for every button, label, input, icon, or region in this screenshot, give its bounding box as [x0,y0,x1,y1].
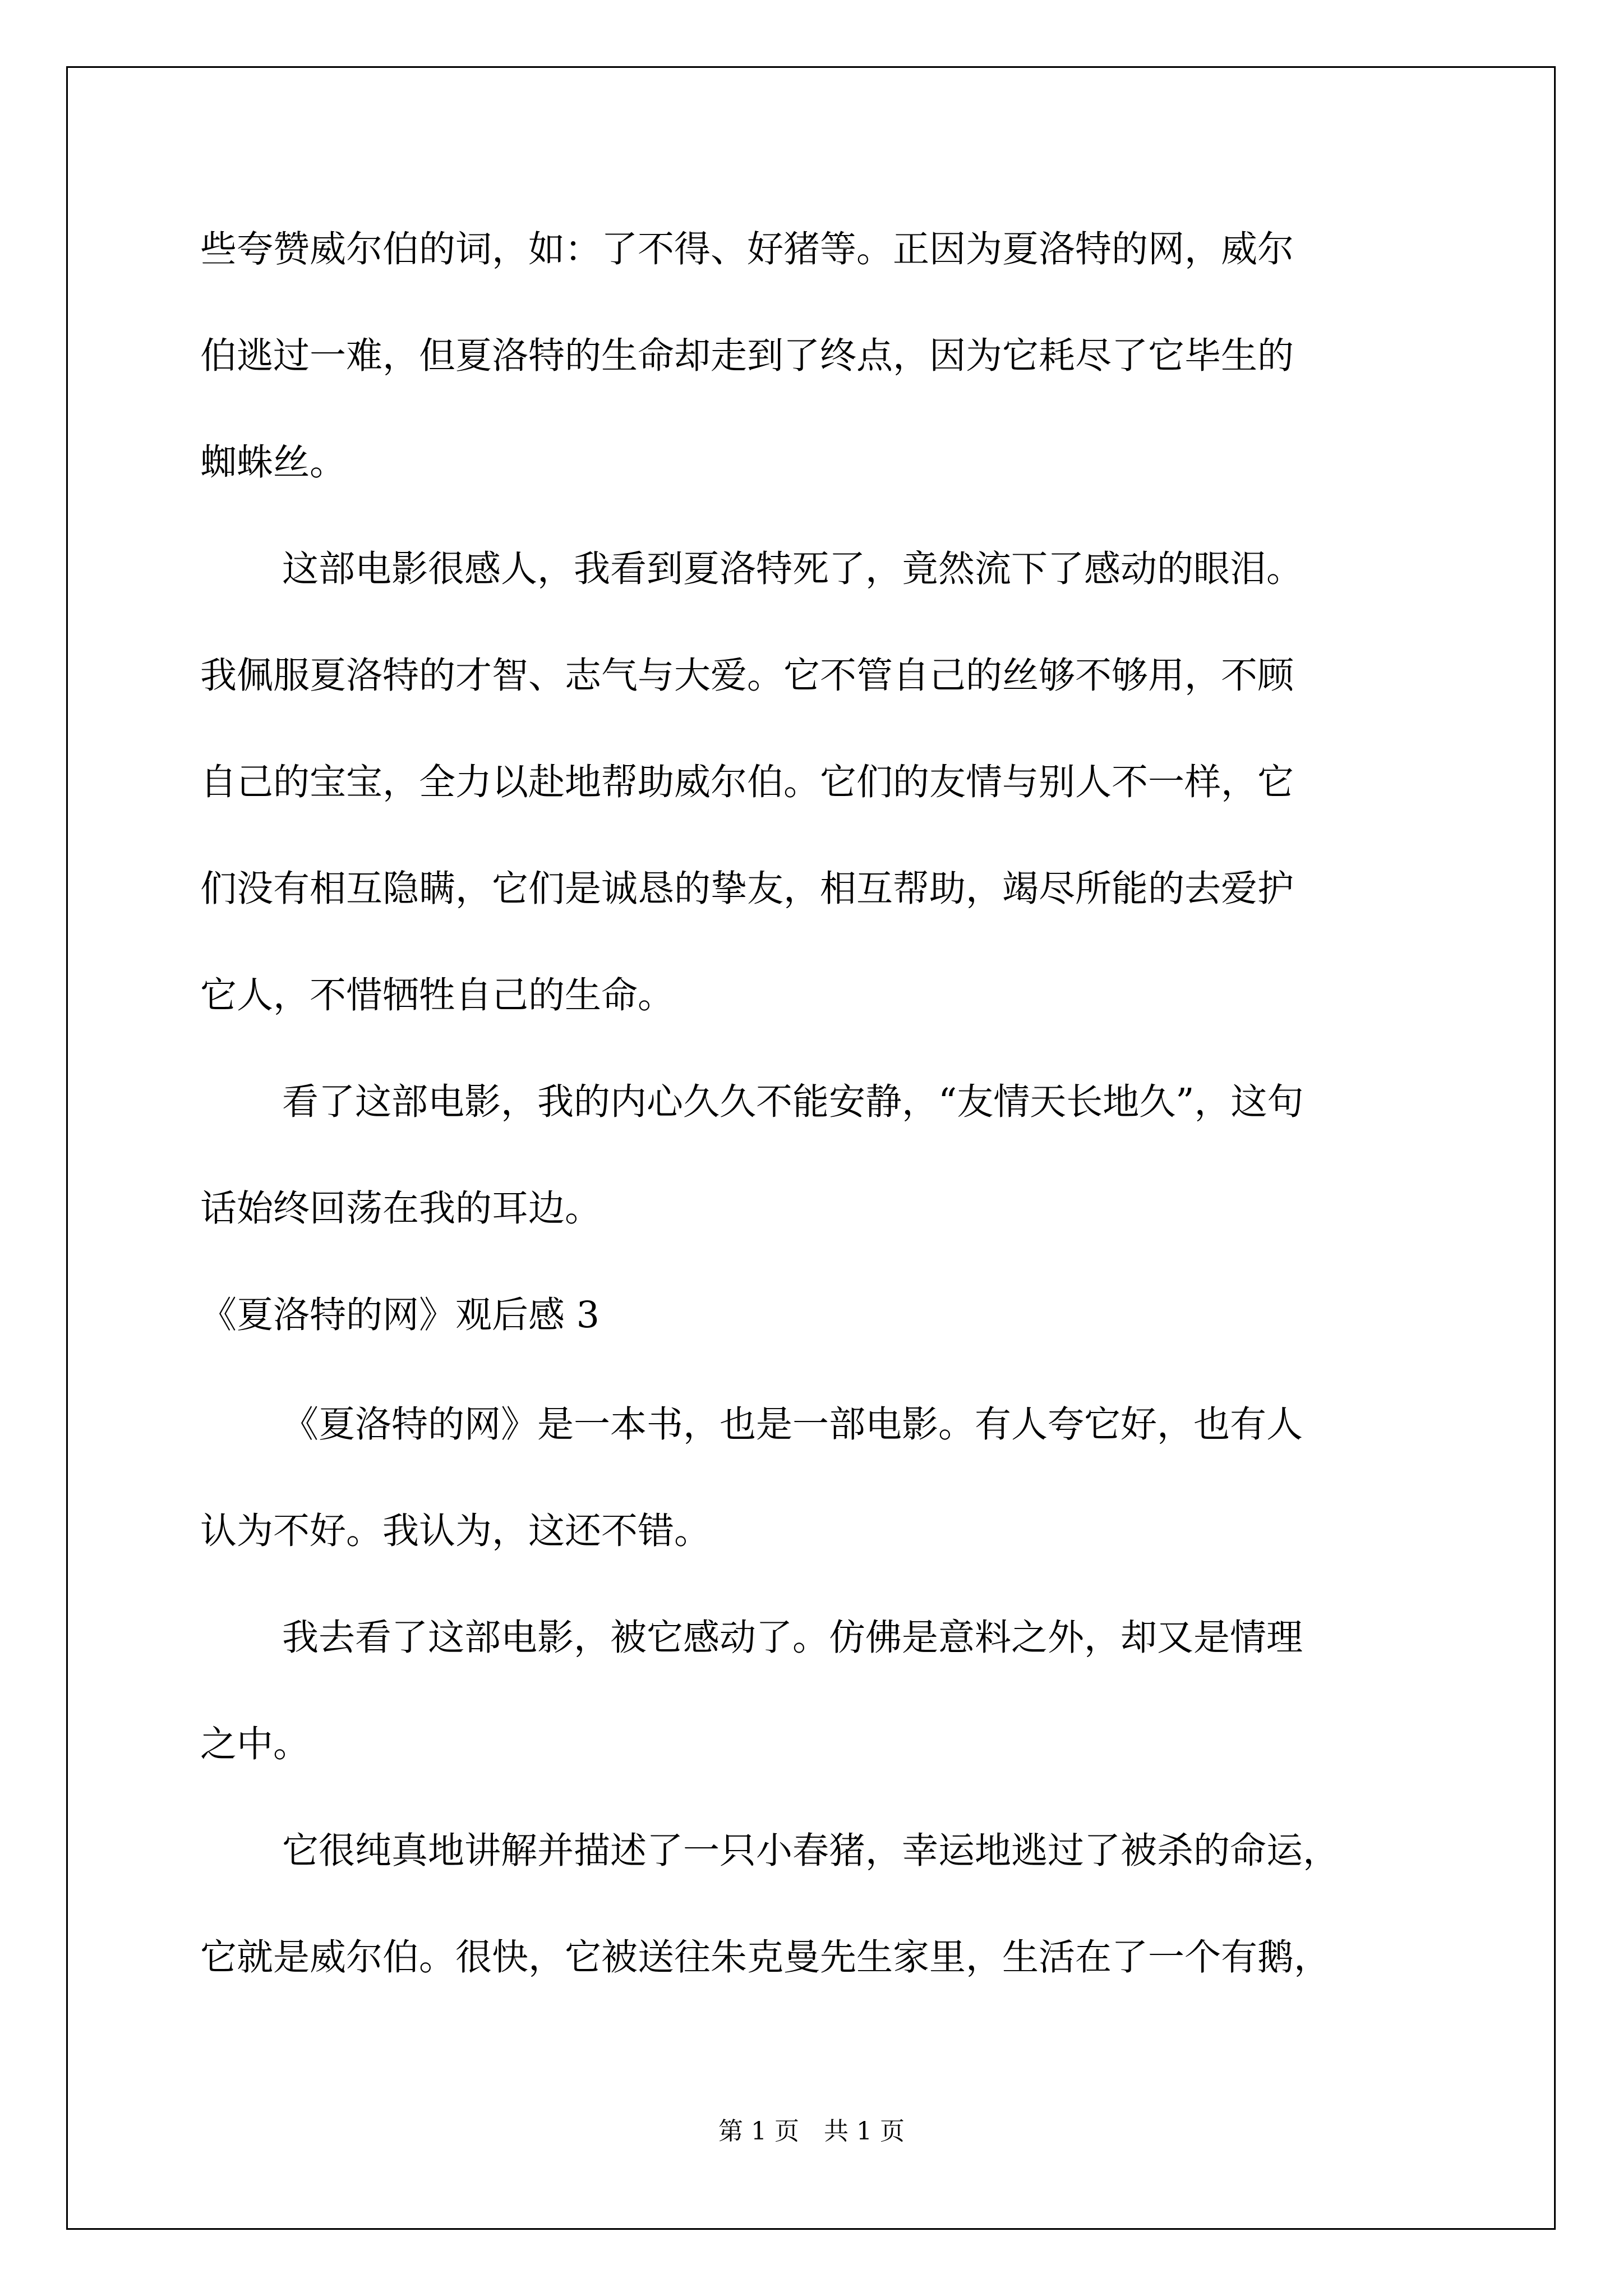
section-heading: 《夏洛特的网》观后感 3 [200,1294,600,1336]
text-line: 自己的宝宝，全力以赴地帮助威尔伯。它们的友情与别人不一样，它 [200,761,1294,803]
text-line: 这部电影很感人，我看到夏洛特死了，竟然流下了感动的眼泪。 [282,548,1303,590]
text-line: 们没有相互隐瞒，它们是诚恳的挚友，相互帮助，竭尽所能的去爱护 [200,868,1294,910]
text-line: 它就是威尔伯。很快，它被送往朱克曼先生家里，生活在了一个有鹅， [200,1936,1331,1978]
text-line: 蜘蛛丝。 [200,441,347,484]
page-footer: 第 1 页 共 1 页 [718,2117,905,2146]
text-line: 看了这部电影，我的内心久久不能安静，“友情天长地久”，这句 [282,1081,1304,1123]
text-line: 些夸赞威尔伯的词，如：了不得、好猪等。正因为夏洛特的网，威尔 [200,228,1294,270]
text-line: 它人，不惜牺牲自己的生命。 [200,974,675,1016]
text-line: 之中。 [200,1723,310,1765]
page-border [66,66,1556,2230]
text-line: 《夏洛特的网》是一本书，也是一部电影。有人夸它好，也有人 [282,1404,1303,1446]
text-line: 伯逃过一难，但夏洛特的生命却走到了终点，因为它耗尽了它毕生的 [200,335,1294,377]
text-line: 话始终回荡在我的耳边。 [200,1188,602,1230]
text-line: 它很纯真地讲解并描述了一只小春猪，幸运地逃过了被杀的命运， [282,1830,1340,1872]
text-line: 认为不好。我认为，这还不错。 [200,1510,711,1552]
text-line: 我佩服夏洛特的才智、志气与大爱。它不管自己的丝够不够用，不顾 [200,655,1294,697]
text-line: 我去看了这部电影，被它感动了。仿佛是意料之外，却又是情理 [282,1617,1303,1659]
